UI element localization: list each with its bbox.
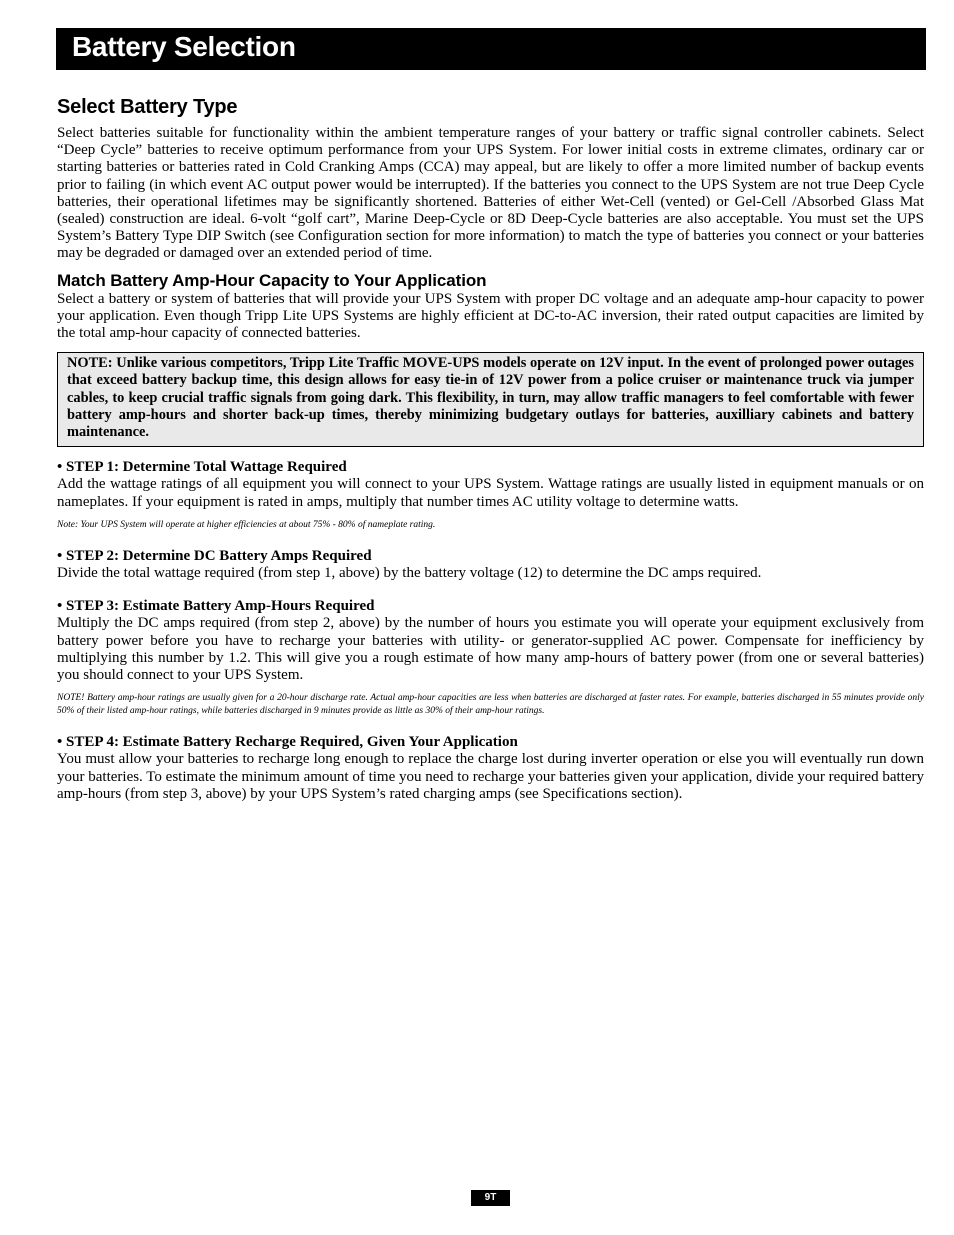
main-content bbox=[57, 96, 924, 803]
step-3-note: NOTE! Battery amp-hour ratings are usually given for a 20-hour discharge rate. Actual amp-hour capacities are less when batteries are discharged at faster rates. For example, batteries discharged in 55 minutes provide only 50% of their listed amp-hour ratings, while batteries discharged in 9 minutes provide as little as 30% of their amp-hour ratings. bbox=[57, 693, 924, 717]
page-title: Battery Selection bbox=[72, 31, 296, 62]
match-capacity-body: Select a battery or system of batteries that will provide your UPS System with proper DC voltage and an adequate amp-hour capacity to power your application. Even though Tripp Lite UPS Systems are highly efficient at DC-to-AC inversion, their rated output capacities are limited by the total amp-hour capacity of connected batteries. bbox=[57, 290, 924, 342]
select-battery-type-heading: Select Battery Type bbox=[57, 96, 238, 118]
note-box bbox=[57, 352, 924, 447]
select-battery-type-body: Select batteries suitable for functionality within the ambient temperature ranges of your battery or traffic signal controller cabinets. Select “Deep Cycle” batteries to receive optimum performance from your UPS System. For lower initial costs in extreme climates, ordinary car or starting batteries or batteries rated in Cold Cranking Amps (CCA) may appeal, but are likely to offer a more limited number of backup events prior to failing (in which event AC output power would be interrupted). If the batteries you connect to the UPS System are not true Deep Cycle batteries, their operational lifetimes may be significantly shortened. Batteries of either Wet-Cell (vented) or Gel-Cell /Absorbed Glass Mat (sealed) construction are ideal. 6-volt “golf cart”, Marine Deep-Cycle or 8D Deep-Cycle batteries are also acceptable. You must set the UPS System’s Battery Type DIP Switch (see Configuration section for more information) to match the type of batteries you connect or your batteries may be degraded or damaged over an extended period of time. bbox=[57, 125, 924, 262]
step-1-note: Note: Your UPS System will operate at higher efficiencies at about 75% - 80% of nameplate rating. bbox=[57, 519, 436, 530]
title-bar bbox=[56, 28, 926, 70]
step-1-title: • STEP 1: Determine Total Wattage Required bbox=[57, 459, 347, 476]
step-3-body: Multiply the DC amps required (from step 2, above) by the number of hours you estimate you will operate your equipment exclusively from battery power before you have to recharge your batteries with utility- or generator-supplied AC power. Compensate for inefficiency by multiplying this number by 1.2. This will give you a rough estimate of how many amp-hours of battery power (from one or several batteries) you should connect to your UPS System. bbox=[57, 615, 924, 684]
step-3-title: • STEP 3: Estimate Battery Amp-Hours Required bbox=[57, 598, 375, 615]
page-number-badge: 9T bbox=[471, 1190, 510, 1206]
step-2-title: • STEP 2: Determine DC Battery Amps Required bbox=[57, 547, 372, 564]
step-2-body: Divide the total wattage required (from step 1, above) by the battery voltage (12) to determine the DC amps required. bbox=[57, 565, 762, 582]
step-1-body: Add the wattage ratings of all equipment you will connect to your UPS System. Wattage ratings are usually listed in equipment manuals or on nameplates. If your equipment is rated in amps, multiply that number times AC utility voltage to determine watts. bbox=[57, 476, 924, 510]
match-capacity-heading: Match Battery Amp-Hour Capacity to Your Application bbox=[57, 270, 487, 290]
note-box-text: NOTE: Unlike various competitors, Tripp Lite Traffic MOVE-UPS models operate on 12V input. In the event of prolonged power outages that exceed battery backup time, this design allows for easy tie-in of 12V power from a police cruiser or maintenance truck via jumper cables, to keep crucial traffic signals from going dark. This flexibility, in turn, may allow traffic managers to feel comfortable with fewer battery amp-hours and shorter back-up times, thereby minimizing budgetary outlays for batteries, auxilliary cabinets and battery maintenance. bbox=[67, 355, 914, 441]
step-4-title: • STEP 4: Estimate Battery Recharge Required, Given Your Application bbox=[57, 734, 518, 751]
step-4-body: You must allow your batteries to recharge long enough to replace the charge lost during inverter operation or else you will eventually run down your batteries. To estimate the minimum amount of time you need to recharge your batteries given your application, divide your required battery amp-hours (from step 3, above) by your UPS System’s rated charging amps (see Specifications section). bbox=[57, 751, 924, 802]
